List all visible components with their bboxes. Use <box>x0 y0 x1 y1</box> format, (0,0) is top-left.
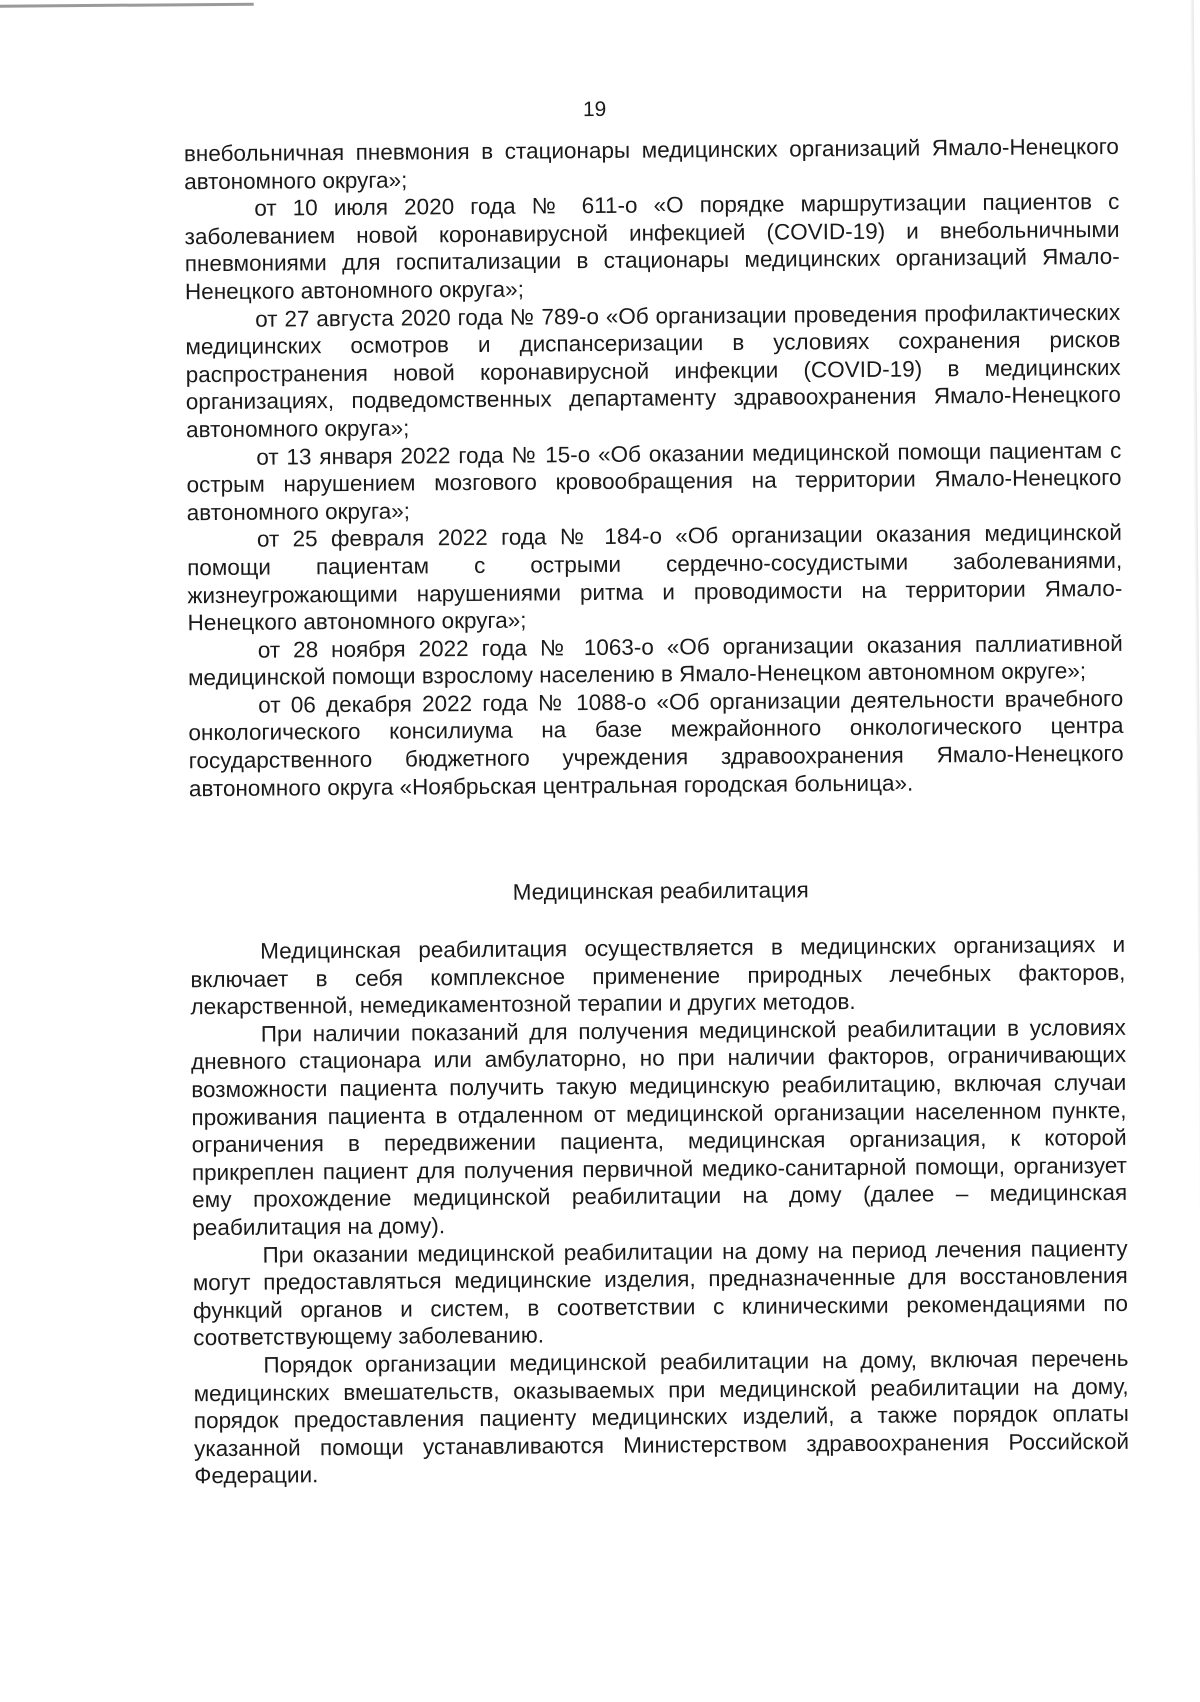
paragraph: При наличии показаний для получения медицинской реабилитации в условиях дневного стационара или амбулаторно, но при наличии факторов, ограничивающих возможности пациента получить такую медицинскую реабилитацию, включая случаи проживания пациента в отдаленном от медицинской организации населенном пункте, ограничения в передвижении пациента, медицинская организация, к которой прикреплен пациент для получения первичной медико-санитарной помощи, организует ему прохождение медицинской реабилитации на дому (далее – медицинская реабилитация на дому). <box>190 1014 1128 1241</box>
paragraph: внебольничная пневмония в стационары медицинских организаций Ямало-Ненецкого автономного округа»; <box>183 133 1119 194</box>
paragraph: от 28 ноября 2022 года № 1063-о «Об организации оказания паллиативной медицинской помощи взрослому населению в Ямало-Ненецком автономном округе»; <box>187 630 1123 691</box>
paragraph: Порядок организации медицинской реабилитации на дому, включая перечень медицинских вмешательств, оказываемых при медицинской реабилитации на дому, порядок предоставления пациенту медицинских изделий, а также порядок оплаты указанной помощи устанавливаются Министерством здравоохранения Российской Федерации. <box>193 1345 1130 1489</box>
scan-edge-right <box>1190 0 1200 1692</box>
page-number: 19 <box>582 97 607 122</box>
scan-edge-top <box>0 3 254 8</box>
section-heading: Медицинская реабилитация <box>512 877 809 905</box>
legal-acts-list <box>184 133 1124 803</box>
paragraph: от 13 января 2022 года № 15-о «Об оказании медицинской помощи пациентам с острым нарушением мозгового кровообращения на территории Ямало-Ненецкого автономного округа»; <box>186 437 1122 525</box>
paragraph: Медицинская реабилитация осуществляется в медицинских организациях и включает в себя комплексное применение природных лечебных факторов, лекарственной, немедикаментозной терапии и других методов. <box>190 931 1126 1020</box>
paragraph: от 10 июля 2020 года № 611-о «О порядке маршрутизации пациентов с заболеванием новой коронавирусной инфекцией (COVID-19) и внебольничными пневмониями для госпитализации в стационары медицинских организаций Ямало-Ненецкого автономного округа»; <box>184 189 1120 305</box>
paragraph: от 06 декабря 2022 года № 1088-о «Об организации деятельности врачебного онкологического консилиума на базе межрайонного онкологического центра государственного бюджетного учреждения здравоохранения Ямало-Ненецкого автономного округа «Ноябрьская центральная городская больница». <box>188 685 1124 801</box>
rehabilitation-section <box>190 931 1129 1490</box>
paragraph: от 25 февраля 2022 года № 184-о «Об организации оказания медицинской помощи пациентам с острыми сердечно-сосудистыми заболеваниями, жизнеугрожающими нарушениями ритма и проводимости на территории Ямало-Ненецкого автономного округа»; <box>187 520 1123 636</box>
paragraph: При оказании медицинской реабилитации на дому на период лечения пациенту могут предоставляться медицинские изделия, предназначенные для восстановления функций органов и систем, в соответствии с клиническими рекомендациями по соответствующему заболеванию. <box>192 1235 1129 1351</box>
paragraph: от 27 августа 2020 года № 789-о «Об организации проведения профилактических медицинских осмотров и диспансеризации в условиях сохранения рисков распространения новой коронавирусной инфекции (COVID-19) в медицинских организациях, подведомственных департаменту здравоохранения Ямало-Ненецкого автономного округа»; <box>185 299 1121 443</box>
